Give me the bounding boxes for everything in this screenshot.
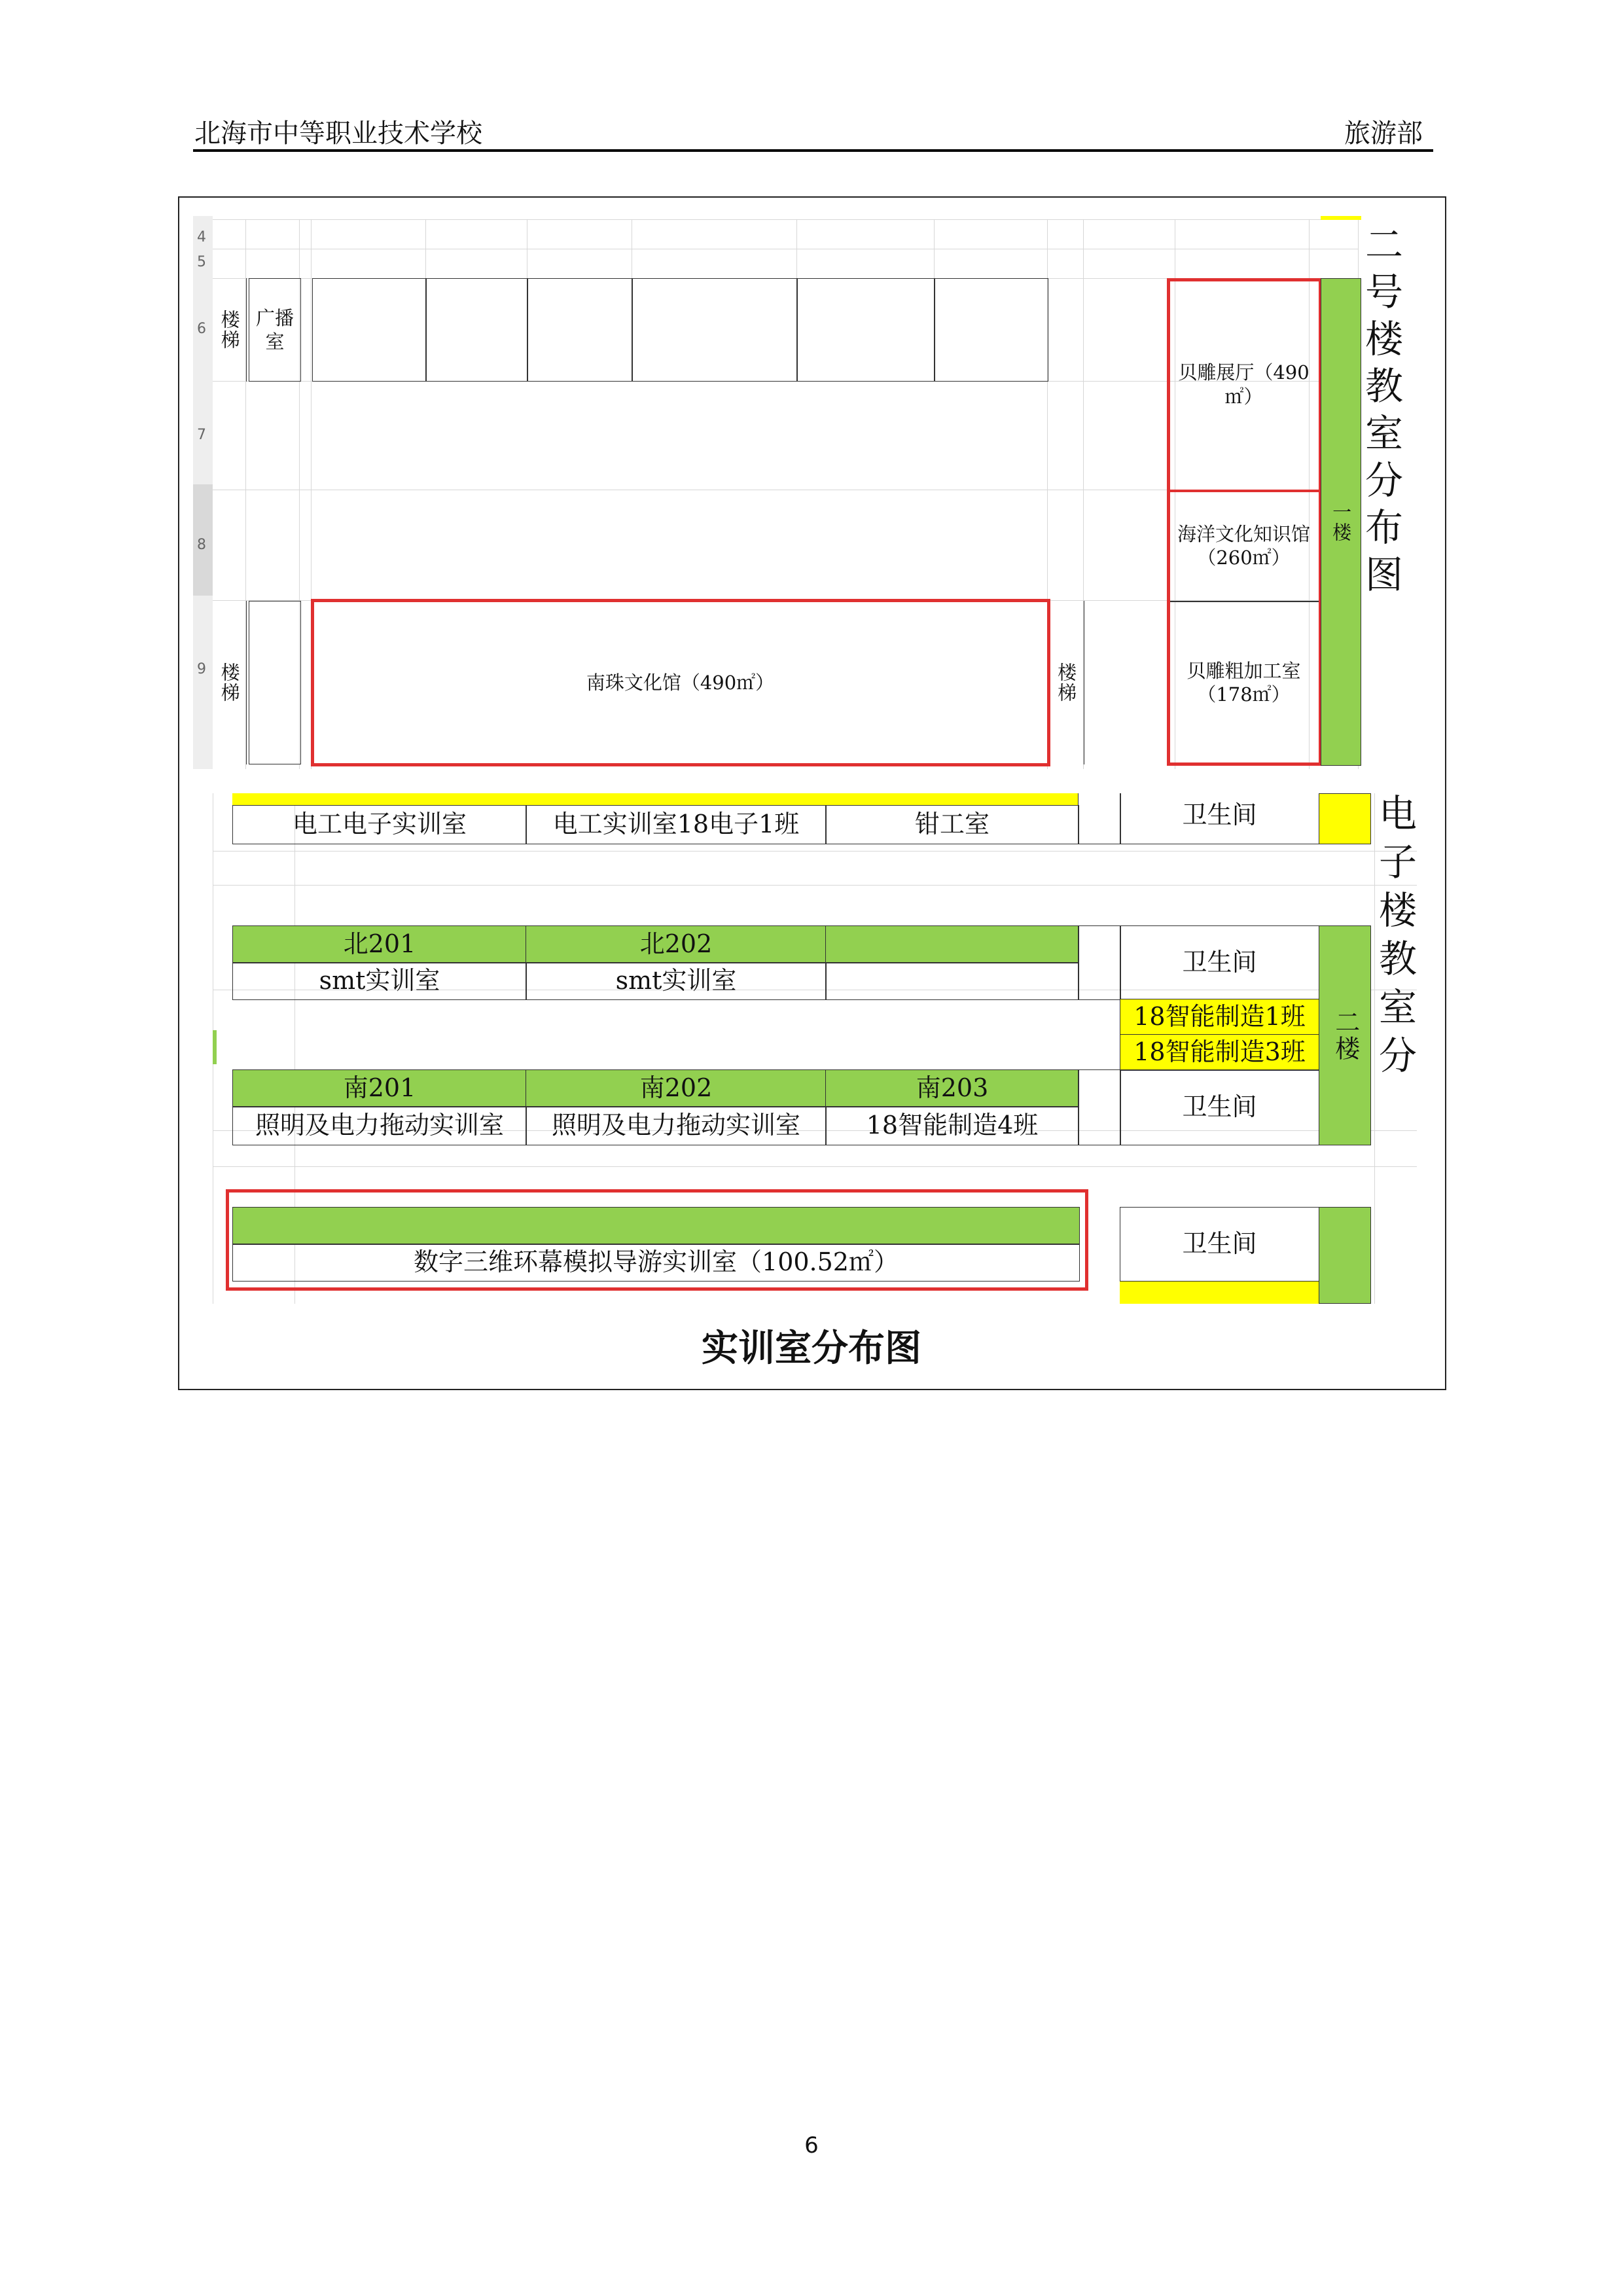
highlight-divider xyxy=(1167,490,1322,492)
south-header: 南203 xyxy=(825,1069,1079,1107)
north-header: 北201 xyxy=(232,925,527,963)
department-name: 旅游部 xyxy=(1344,118,1423,149)
floor1-label-bar xyxy=(1321,278,1361,766)
row1-header-strip xyxy=(232,793,1078,805)
stairs-cell xyxy=(1048,601,1084,764)
restroom: 卫生间 xyxy=(1120,1069,1319,1145)
room-cell: 电工实训室18电子1班 xyxy=(526,805,827,844)
stairs-label: 楼梯 xyxy=(218,662,241,703)
digital-3d-tour-room: 数字三维环幕模拟导游实训室（100.52㎡） xyxy=(232,1244,1080,1282)
broadcast-room-label: 广播室 xyxy=(255,306,294,353)
empty-cell xyxy=(1078,793,1121,844)
electronics-floorplan xyxy=(213,793,1417,1304)
restroom: 卫生间 xyxy=(1120,925,1319,1000)
yellow-block xyxy=(1319,793,1371,844)
empty-cell xyxy=(1078,925,1121,1000)
highlight-box xyxy=(226,1189,1088,1291)
stairs-label: 楼梯 xyxy=(1055,662,1078,703)
building2-title: 二 号 楼 教 室 分 布 图 xyxy=(1364,223,1403,597)
north-header: 北202 xyxy=(526,925,827,963)
restroom: 卫生间 xyxy=(1120,793,1319,844)
room-cell: 照明及电力拖动实训室 xyxy=(526,1106,827,1145)
floor2-label: 二楼 xyxy=(1330,1009,1360,1062)
building2-floorplan xyxy=(193,216,1404,772)
restroom: 卫生间 xyxy=(1120,1207,1319,1282)
school-name: 北海市中等职业技术学校 xyxy=(194,118,482,149)
stairs-cell xyxy=(213,601,247,764)
room-cell: 18智能制造4班 xyxy=(825,1106,1079,1145)
class-label: 18智能制造3班 xyxy=(1120,1034,1319,1071)
room-cell xyxy=(825,962,1079,1000)
ocean-hall-label: 海洋文化知识馆（260㎡） xyxy=(1177,522,1310,569)
room-cell: 电工电子实训室 xyxy=(232,805,527,844)
floor1-label: 一楼 xyxy=(1330,501,1353,543)
highlight-box xyxy=(311,599,1050,766)
nanzhu-hall-label: 南珠文化馆（490㎡） xyxy=(586,671,775,694)
broadcast-room xyxy=(249,278,301,382)
stairs-cell xyxy=(213,278,247,382)
row-number: 5 xyxy=(197,254,206,270)
room-cell: smt实训室 xyxy=(232,962,527,1000)
north-header xyxy=(825,925,1079,963)
classroom-cell xyxy=(796,278,935,382)
classroom-cell xyxy=(934,278,1048,382)
beidiao-hall-label: 贝雕展厅（490㎡） xyxy=(1178,361,1310,408)
room-cell: smt实训室 xyxy=(526,962,827,1000)
row-number: 7 xyxy=(197,427,206,443)
class-label: 18智能制造1班 xyxy=(1120,999,1319,1035)
electronics-title: 电 子 楼 教 室 分 xyxy=(1378,793,1417,1078)
green-marker xyxy=(213,1030,217,1064)
yellow-strip xyxy=(1321,216,1361,220)
south-header: 南202 xyxy=(526,1069,827,1107)
classroom-cell xyxy=(425,278,528,382)
room-cell: 照明及电力拖动实训室 xyxy=(232,1106,527,1145)
empty-cell xyxy=(1078,1069,1121,1145)
figure-caption: 实训室分布图 xyxy=(702,1327,921,1370)
south-header: 南201 xyxy=(232,1069,527,1107)
floor2-label-bar xyxy=(1319,925,1371,1145)
room-cell: 钳工室 xyxy=(825,805,1079,844)
classroom-cell xyxy=(632,278,798,382)
row-number: 4 xyxy=(197,229,206,245)
green-block xyxy=(1319,1207,1371,1304)
stairs-label: 楼梯 xyxy=(218,310,241,350)
row-number: 8 xyxy=(197,537,206,553)
yellow-strip xyxy=(1120,1282,1319,1304)
page-number: 6 xyxy=(804,2132,819,2159)
classroom-cell xyxy=(527,278,633,382)
rough-workshop-label: 贝雕粗加工室（178㎡） xyxy=(1186,659,1301,706)
row-number: 9 xyxy=(197,661,206,677)
row-number: 6 xyxy=(197,321,206,337)
empty-cell xyxy=(249,601,301,764)
classroom-cell xyxy=(312,278,427,382)
highlight-box xyxy=(1167,278,1322,766)
header-divider xyxy=(193,149,1433,152)
